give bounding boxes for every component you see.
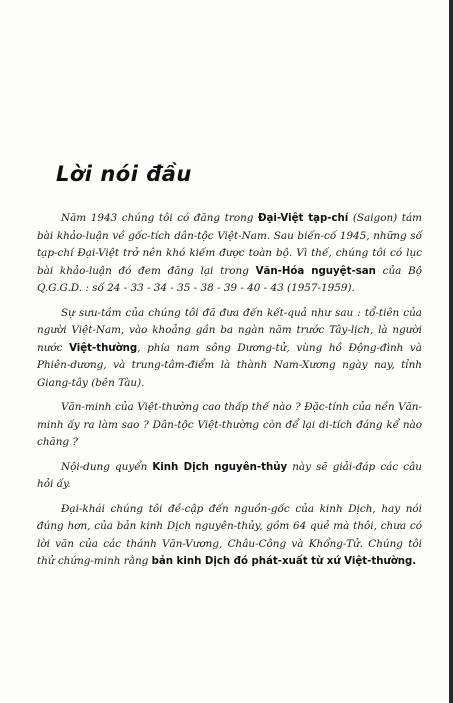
text-run: (Saigon) tám bài khảo-luận về gốc-tích dân-tộc Việt-Nam. Sau biến-cố 1945, những số tạp-chí Đại-Việt trở nên khó kiếm được toàn bộ. Vì thế, chúng tôi có lục bài khảo-luận đó đem đăng lại trong (37, 212, 423, 277)
text-run: Văn-minh của Việt-thường cao thấp thế nào ? Đặc-tính của nền Văn-minh ấy ra làm sao ? Dân-tộc Việt-thường còn để lại di-tích đáng kể nào chăng ? (37, 401, 422, 448)
bold-text-run: Đại-Việt tạp-chí (258, 213, 349, 224)
text-run: này sẽ giải-đáp các câu hỏi ấy. (37, 460, 422, 490)
text-run: , phía nam sông Dương-tử, vùng hồ Động-đình và Phiên-dương, và trung-tâm-điểm là thành Nam-Xương ngày nay, tỉnh Giang-tây (bên Tàu). (37, 341, 422, 389)
text-run: của Bộ Q.G.G.D. : số 24 - 33 - 34 - 35 - 38 - 39 - 40 - 43 (1957-1959). (37, 264, 422, 294)
paragraph-4 (37, 459, 422, 494)
paragraph-5 (37, 501, 422, 571)
text-run: Nội-dung quyển (61, 460, 153, 473)
page-edge-shadow (449, 0, 453, 703)
page-heading: Lời nói đầu (56, 162, 192, 186)
text-run: Sự sưu-tầm của chúng tôi đã đưa đến kết-quả như sau : tổ-tiên của người Việt-Nam, vào khoảng gần ba ngàn năm trước Tây-lịch, là người nước (37, 306, 422, 354)
bold-text-run: bản kinh Dịch đó phát-xuất từ xứ Việt-thường. (151, 556, 417, 567)
bold-text-run: Văn-Hóa nguyệt-san (255, 265, 376, 277)
preface-body (37, 210, 422, 578)
paragraph-1 (37, 210, 422, 298)
paragraph-2 (37, 305, 422, 393)
paragraph-3 (37, 399, 422, 452)
bold-text-run: Việt-thường (69, 342, 138, 354)
bold-text-run: Kinh Dịch nguyên-thủy (152, 461, 288, 473)
text-run: Năm 1943 chúng tôi có đăng trong (61, 212, 259, 224)
text-run: Đại-khái chúng tôi đề-cập đến nguồn-gốc của kinh Dịch, hay nói đúng hơn, của bản kinh Dịch nguyên-thủy, gồm 64 quẻ mà thôi, chưa có lời văn của các thánh Văn-Vương, Châu-Công và Khổng-Tử. Chúng tôi thử chứng-minh rằng (37, 502, 422, 567)
